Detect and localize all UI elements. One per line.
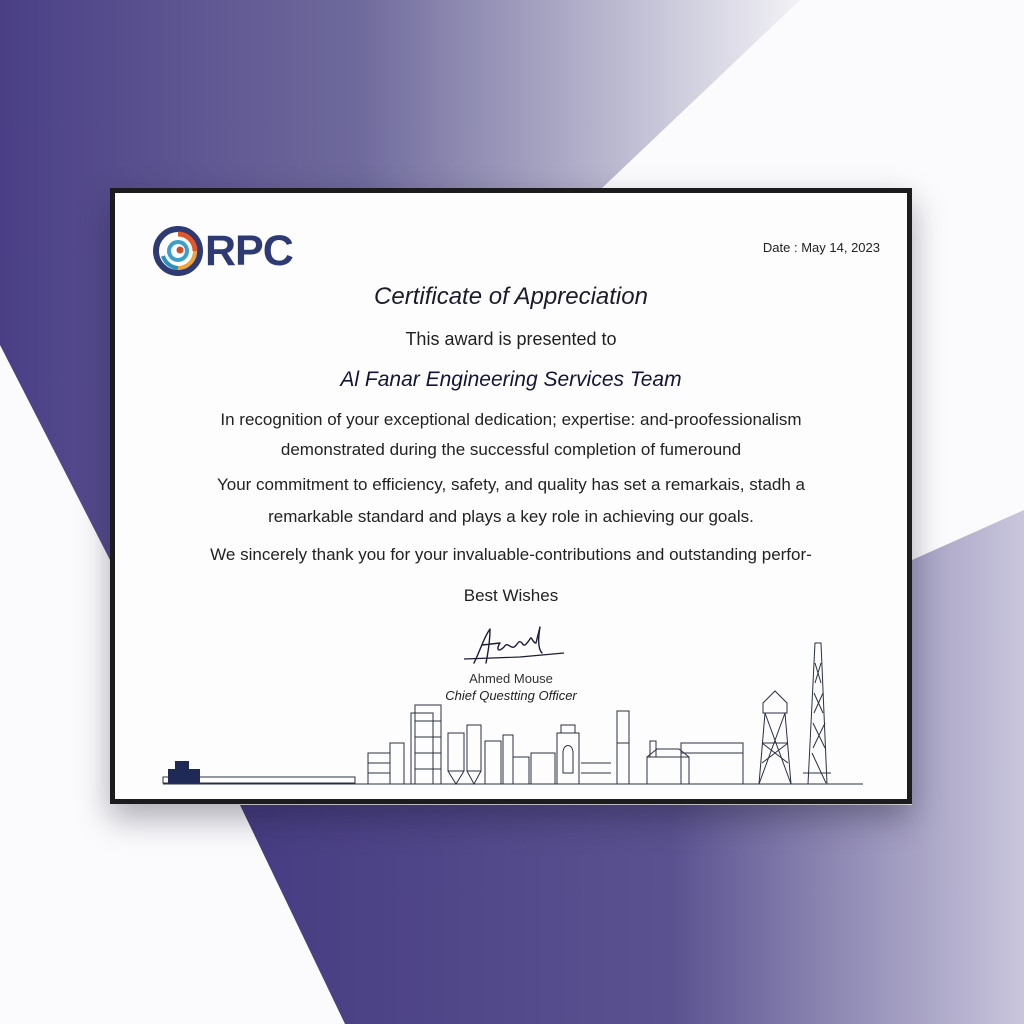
certificate-date: Date : May 14, 2023 bbox=[762, 240, 880, 255]
presented-line: This award is presented to bbox=[405, 329, 617, 349]
body-line: demonstrated during the successful completion of fumeround bbox=[280, 440, 742, 459]
body-line: remarkable standard and plays a key role in achieving our goals. bbox=[268, 507, 754, 526]
body-line: Your commitment to efficiency, safety, and quality has set a remarkais, stadh a bbox=[216, 475, 806, 494]
closing-text: Best Wishes bbox=[463, 586, 559, 605]
certificate-frame bbox=[110, 188, 912, 804]
certificate-title: Certificate of Appreciation bbox=[374, 283, 648, 310]
logo-wordmark: RPC bbox=[205, 226, 293, 275]
signer-name: Ahmed Mouse bbox=[469, 671, 553, 686]
industrial-skyline-illustration bbox=[115, 633, 907, 799]
body-line: We sincerely thank you for your invaluable-contributions and outstanding perfor- bbox=[210, 545, 812, 564]
body-line: In recognition of your exceptional dedication; expertise: and-proofessionalism bbox=[220, 410, 802, 429]
certificate-paper bbox=[115, 193, 907, 799]
signer-title: Chief Questting Officer bbox=[445, 688, 577, 703]
recipient-name: Al Fanar Engineering Services Team bbox=[340, 368, 682, 391]
swirl-logo-icon bbox=[153, 226, 203, 276]
rpc-logo bbox=[153, 227, 293, 275]
